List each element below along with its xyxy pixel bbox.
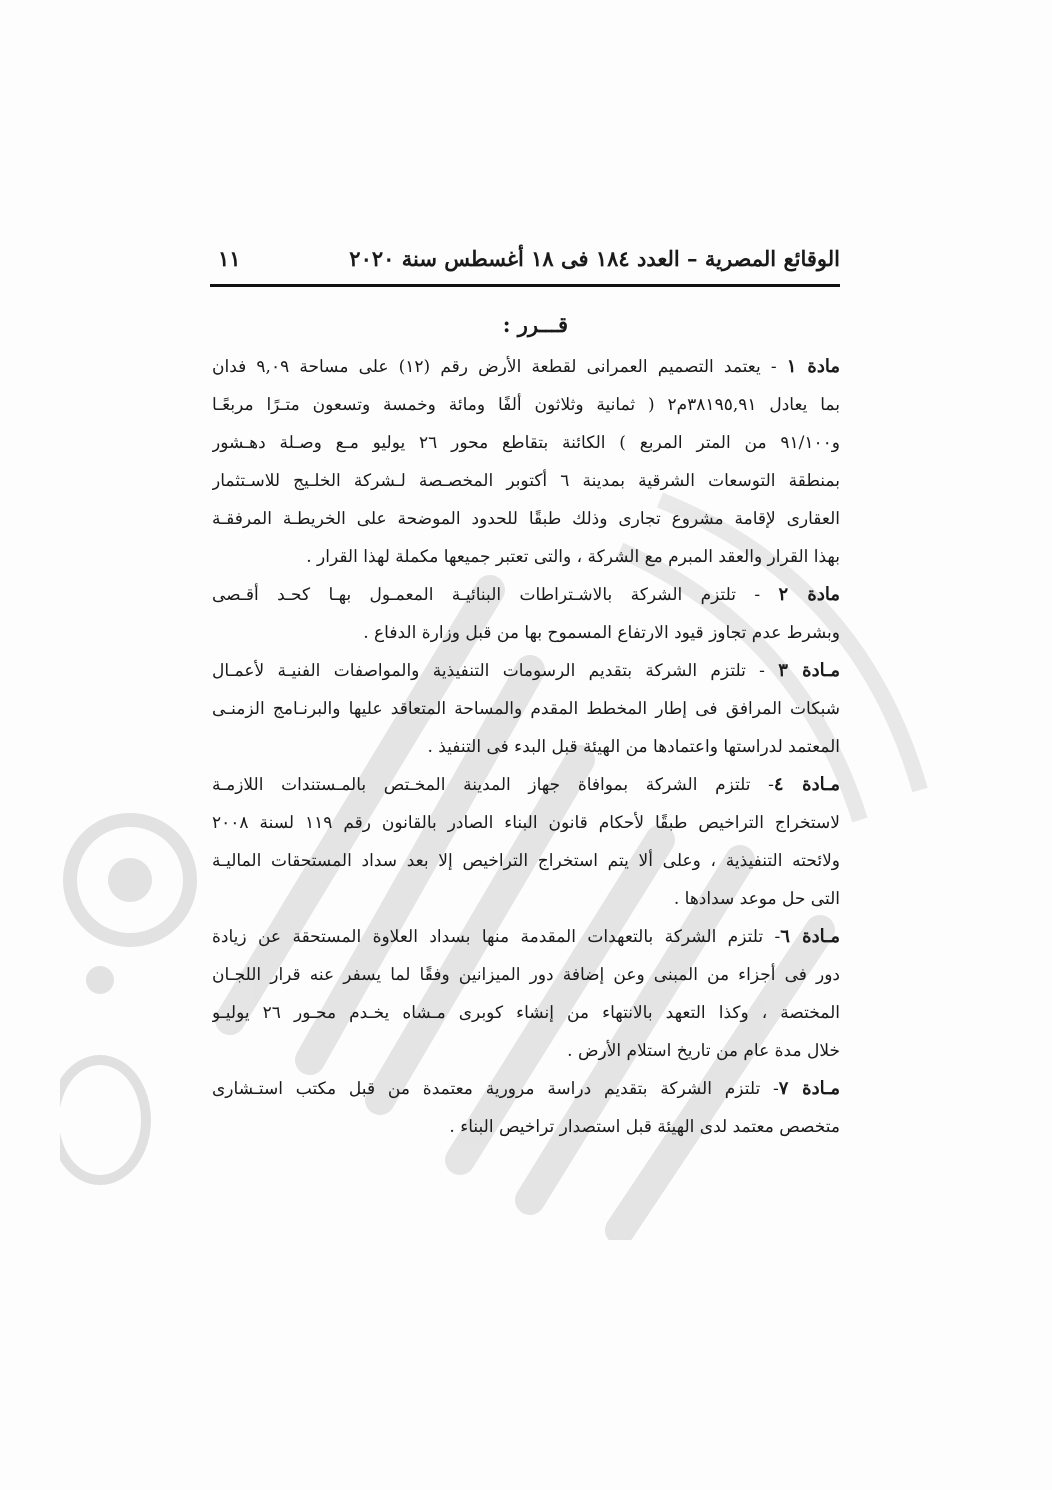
article-line: بمنطقة التوسعات الشرقية بمدينة ٦ أكتوبر المخصـصة لـشركة الخلـيج للاسـتثمار: [212, 471, 840, 491]
article-line: بما يعادل ٣٨١٩٥,٩١م٢ ( ثمانية وثلاثون ألفًا ومائة وخمسة وتسعون متـرًا مربعًـا: [212, 395, 840, 415]
article-line: مـادة ٦- تلتزم الشركة بالتعهدات المقدمة منها بسداد العلاوة المستحقة عن زيادة: [212, 926, 840, 947]
article-line: مـادة ٤- تلتزم الشركة بموافاة جهاز المدينة المخـتص بالمـستندات اللازمـة: [212, 774, 840, 795]
article-label: مـادة ٧: [778, 1078, 840, 1099]
article-label: مادة ١: [786, 356, 840, 377]
article-line: المعتمد لدراستها واعتمادها من الهيئة قبل البدء فى التنفيذ .: [427, 737, 840, 757]
article-label: مـادة ٦: [780, 926, 840, 947]
article-6: [212, 918, 840, 1070]
page-header: [210, 238, 840, 278]
article-label: مـادة ٤: [773, 774, 840, 795]
articles-body: [212, 348, 840, 1146]
article-line: و٩١/١٠٠ من المتر المربع ) الكائنة بتقاطع محور ٢٦ يوليو مـع وصـلة دهـشور: [212, 433, 840, 453]
article-line: لاستخراج التراخيص طبقًا لأحكام قانون البناء الصادر بالقانون رقم ١١٩ لسنة ٢٠٠٨: [212, 813, 840, 833]
article-label: مادة ٢: [778, 584, 840, 605]
article-line: مـادة ٣ - تلتزم الشركة بتقديم الرسومات التنفيذية والمواصفات الفنيـة لأعمـال: [212, 660, 840, 681]
article-line: مـادة ٧- تلتزم الشركة بتقديم دراسة مرورية معتمدة من قبل مكتب استـشارى: [212, 1078, 840, 1099]
article-line: المختصة ، وكذا التعهد بالانتهاء من إنشاء كوبرى مـشاه يخـدم محـور ٢٦ يوليـو: [212, 1003, 840, 1023]
article-7: [212, 1070, 840, 1146]
article-line: دور فى أجزاء من المبنى وعن إضافة دور الميزانين وفقًا لما يسفر عنه قرار اللجـان: [212, 965, 840, 985]
article-2: [212, 576, 840, 652]
article-line: وبشرط عدم تجاوز قيود الارتفاع المسموح بها من قبل وزارة الدفاع .: [363, 623, 840, 643]
article-4: [212, 766, 840, 918]
article-line: بهذا القرار والعقد المبرم مع الشركة ، والتى تعتبر جميعها مكملة لهذا القرار .: [306, 547, 840, 567]
article-1: [212, 348, 840, 576]
article-line: مادة ١ - يعتمد التصميم العمرانى لقطعة الأرض رقم (١٢) على مساحة ٩,٠٩ فدان: [212, 356, 840, 377]
article-line: شبكات المرافق فى إطار المخطط المقدم والمساحة المتعاقد عليها والبرنـامج الزمنـى: [212, 699, 840, 719]
decision-heading: قـــرر :: [502, 312, 568, 337]
article-line: العقارى لإقامة مشروع تجارى وذلك طبقًا للحدود الموضحة على الخريطـة المرفقـة: [212, 509, 840, 529]
article-line: مادة ٢ - تلتزم الشركة بالاشـتراطات البنائيـة المعمـول بهـا كحـد أقـصى: [212, 584, 840, 605]
article-line: متخصص معتمد لدى الهيئة قبل استصدار تراخيص البناء .: [449, 1117, 840, 1137]
page-number: ١١: [218, 245, 241, 271]
header-divider: [210, 284, 840, 287]
gazette-title: الوقائع المصرية – العدد ١٨٤ فى ١٨ أغسطس سنة ٢٠٢٠: [349, 245, 840, 271]
article-line: ولائحته التنفيذية ، وعلى ألا يتم استخراج التراخيص إلا بعد سداد المستحقات الماليـة: [212, 851, 840, 871]
article-3: [212, 652, 840, 766]
article-line: التى حل موعد سدادها .: [673, 889, 840, 909]
article-label: مـادة ٣: [778, 660, 840, 681]
article-line: خلال مدة عام من تاريخ استلام الأرض .: [567, 1041, 840, 1061]
